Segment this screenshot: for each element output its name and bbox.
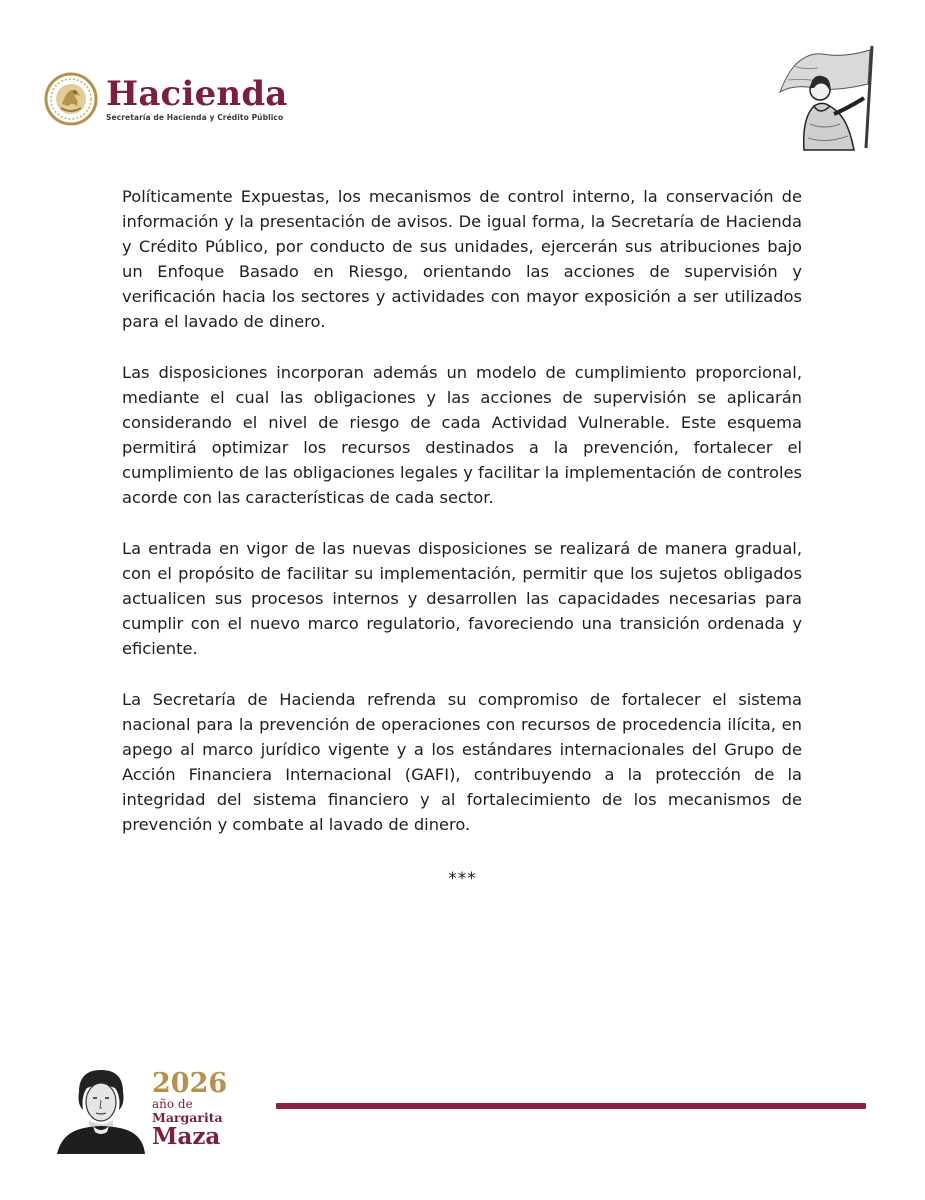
paragraph: La entrada en vigor de las nuevas disposiciones se realizará de manera gradual, con el propósito de facilitar su implementación, permitir que los sujetos obligados actualicen sus procesos internos y desarrollen las capacidades necesarias para cumplir con el nuevo marco regulatorio, favoreciendo una transición ordenada y eficiente.	[122, 539, 802, 658]
margarita-maza-portrait-icon	[55, 1062, 147, 1154]
paragraph: La Secretaría de Hacienda refrenda su compromiso de fortalecer el sistema nacional para la prevención de operaciones con recursos de procedencia ilícita, en apego al marco jurídico vigente y a los estándares internacionales del Grupo de Acción Financiera Internacional (GAFI), contribuyendo a la protección de la integridad del sistema financiero y al fortalecimiento de los mecanismos de prevención y combate al lavado de dinero.	[122, 690, 802, 834]
heroine-flag-illustration	[774, 44, 878, 152]
end-separator: ***	[448, 869, 477, 889]
year-of-label: año de	[152, 1097, 193, 1111]
paragraph: Las disposiciones incorporan además un modelo de cumplimiento proporcional, mediante el cual las obligaciones y las acciones de supervisión se aplicarán considerando el nivel de riesgo de cada Actividad Vulnerable. Este esquema permitirá optimizar los recursos destinados a la prevención, fortalecer el cumplimiento de las obligaciones legales y facilitar la implementación de controles acorde con las características de cada sector.	[122, 363, 802, 507]
article-body	[122, 184, 802, 863]
honoree-surname: Maza	[152, 1123, 221, 1150]
footer-divider	[276, 1103, 866, 1109]
brand-subtitle: Secretaría de Hacienda y Crédito Público	[106, 113, 284, 122]
coat-of-arms-icon	[44, 72, 98, 126]
paragraph: Políticamente Expuestas, los mecanismos de control interno, la conservación de información y la presentación de avisos. De igual forma, la Secretaría de Hacienda y Crédito Público, por conducto de sus unidades, ejercerán sus atribuciones bajo un Enfoque Basado en Riesgo, orientando las acciones de supervisión y verificación hacia los sectores y actividades con mayor exposición a ser utilizados para el lavado de dinero.	[122, 187, 802, 331]
brand-name: Hacienda	[106, 74, 288, 114]
honoree-first-name: Margarita	[152, 1110, 223, 1125]
year-of-margarita-maza	[152, 1070, 227, 1149]
hacienda-logo	[44, 72, 288, 126]
year-number: 2026	[152, 1068, 228, 1099]
